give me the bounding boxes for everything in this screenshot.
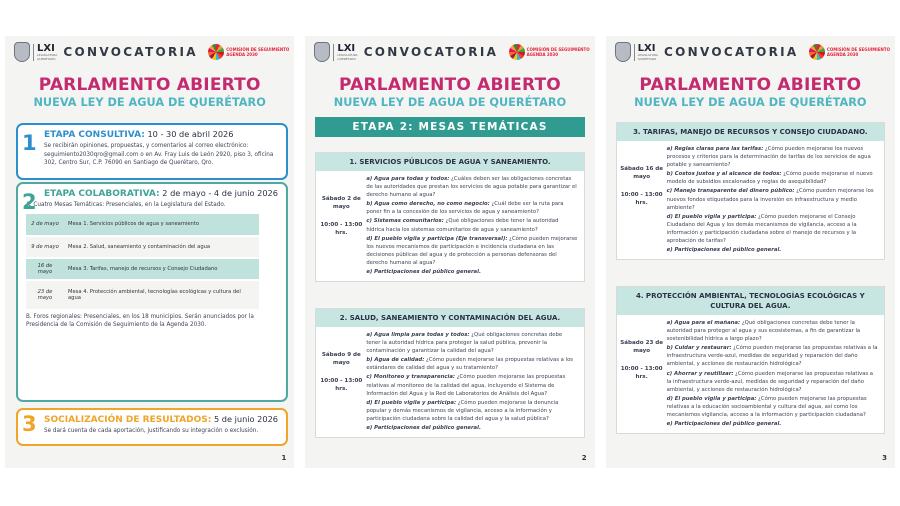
state-crest-icon bbox=[615, 42, 631, 62]
convocatoria-label: CONVOCATORIA bbox=[63, 45, 198, 59]
list-item: e) Participaciones del público general. bbox=[666, 421, 782, 428]
convocatoria-label: CONVOCATORIA bbox=[664, 45, 799, 59]
stage-dates: 2 de mayo - 4 de junio 2026 bbox=[162, 188, 278, 198]
mesa-heading: 3. TARIFAS, MANEJO DE RECURSOS Y CONSEJO CIUDADANO. bbox=[617, 123, 884, 141]
foros-text: B. Foros regionales: Presenciales, en los 18 municipios. Serán anunciados por la Presidencia de la Comisión de Seguimiento de la Agenda 2030. bbox=[26, 313, 254, 328]
mesa-schedule: Sábado 2 de mayo 10:00 - 13:00 hrs. bbox=[320, 196, 363, 236]
page-title: PARLAMENTO ABIERTO bbox=[38, 75, 261, 95]
mesa-questions bbox=[667, 145, 878, 255]
list-item: d) El pueblo vigila y participa: ¿Cómo pueden mejorarse el Consejo Ciudadano del Agua y los demás mecanismos de vigilancia, acceso a la información y participación ciudadana sobre el manejo de recursos y la aprobación de tarifas? bbox=[666, 213, 857, 245]
page-subtitle: NUEVA LEY DE AGUA DE QUERÉTARO bbox=[634, 96, 867, 109]
sdg-wheel-icon bbox=[208, 44, 224, 60]
stage-number: 2 bbox=[22, 190, 37, 214]
list-item: a) Agua limpia para todas y todos: ¿Qué obligaciones concretas debe tener la autoridad hídrica para proteger la salud pública, prevenir la contaminación y garantizar la calidad del agua? bbox=[366, 332, 563, 355]
list-item: e) Participaciones del público general. bbox=[366, 269, 481, 276]
sdg-wheel-icon bbox=[809, 44, 825, 60]
mesa-schedule: Sábado 16 de mayo 10:00 - 13:00 hrs. bbox=[620, 166, 664, 206]
mesa-1-section bbox=[315, 152, 584, 282]
list-item: c) Manejo transparente del dinero público: ¿Cómo pueden mejorarse los nuevos fondos etiquetados para la inversión en infraestructura y medio ambiente? bbox=[666, 188, 874, 211]
stage-socializacion bbox=[16, 408, 288, 446]
stage-colaborativa bbox=[16, 182, 288, 402]
agenda-2030-logo: COMISIÓN DE SEGUIMIENTO AGENDA 2030 bbox=[809, 44, 890, 60]
mesa-questions bbox=[366, 175, 577, 277]
table-row: 9 de mayo Mesa 2. Salud, saneamiento y contaminación del agua bbox=[26, 236, 259, 258]
stage-dates: 5 de junio 2026 bbox=[213, 414, 279, 424]
page-subtitle: NUEVA LEY DE AGUA DE QUERÉTARO bbox=[33, 96, 266, 109]
stage-consultiva bbox=[16, 123, 288, 180]
page-number: 3 bbox=[882, 454, 887, 462]
list-item: b) Agua como derecho, no como negocio: ¿Cuál debe ser la ruta para poner fin a la concesión de los servicios de agua y saneamiento? bbox=[366, 201, 564, 216]
stage-number: 3 bbox=[22, 412, 37, 436]
stage-label: ETAPA CONSULTIVA: bbox=[44, 130, 145, 140]
mesa-heading: 1. SERVICIOS PÚBLICOS DE AGUA Y SANEAMIENTO. bbox=[316, 153, 583, 171]
convocatoria-label: CONVOCATORIA bbox=[363, 45, 499, 59]
list-item: d) El pueblo vigila y participa: ¿Cómo pueden mejorarse la denuncia popular y demás mecanismos de vigilancia, acceso a la información y participación ciudadana sobre la calidad del agua y la salud pública? bbox=[366, 399, 559, 422]
page-header bbox=[5, 36, 294, 68]
list-item: a) Agua para todas y todos: ¿Cuáles deben ser las obligaciones concretas de las autoridades que prestan los servicios de agua potable para garantizar el derecho humano al agua? bbox=[366, 176, 577, 199]
page-3 bbox=[606, 36, 895, 468]
list-item: c) Ahorrar y reutilizar: ¿Cómo pueden mejorarse las propuestas relativas a la infraestructura verde-azul, medidas de seguridad y reparación del daño ambiental, y acciones de restauración hidrológica? bbox=[666, 370, 874, 393]
mesa-4-section bbox=[616, 286, 885, 434]
mesa-questions bbox=[667, 319, 878, 429]
table-row: 16 de mayo Mesa 3. Tarifas, manejo de recursos y Consejo Ciudadano bbox=[26, 258, 259, 280]
agenda-2030-logo: COMISIÓN DE SEGUIMIENTO AGENDA 2030 bbox=[208, 44, 289, 60]
stage-label: ETAPA COLABORATIVA: bbox=[44, 189, 160, 199]
list-item: a) Agua para el mañana: ¿Qué obligaciones concretas debe tener la autoridad para proteger al agua y sus ecosistemas, a fin de garantizar la sostenibilidad hídrica a largo plazo? bbox=[666, 320, 861, 343]
list-item: a) Reglas claras para las tarifas: ¿Cómo pueden mejorarse los nuevos procesos y criterios para la determinación de tarifas de los servicios de agua potable y saneamiento? bbox=[666, 146, 871, 169]
list-item: b) Cuidar y restaurar: ¿Cómo pueden mejorarse las propuestas relativas a la infraestructura verde-azul, medidas de seguridad y reparación del daño ambiental, y acciones de restauración hidrológica? bbox=[666, 345, 878, 368]
mesa-schedule: Sábado 9 de mayo 10:00 - 13:00 hrs. bbox=[320, 352, 363, 392]
page-subtitle: NUEVA LEY DE AGUA DE QUERÉTARO bbox=[333, 96, 567, 109]
legislature-logo: LXI LEGISLATURA QUERÉTARO bbox=[33, 44, 53, 61]
page-number: 2 bbox=[581, 454, 587, 462]
state-crest-icon bbox=[14, 42, 30, 62]
stage-text: Se recibirán opiniones, propuestas, y comentarios al correo electrónico: seguimiento2030qro@gmail.com o en Av. Fray Luis de León 2920, piso 3, oficina 302, Centro Sur, C.P. 76090 en Santiago de Querétaro, Qro. bbox=[44, 143, 274, 166]
page-header bbox=[305, 36, 594, 68]
mesa-heading: 2. SALUD, SANEAMIENTO Y CONTAMINACIÓN DEL AGUA. bbox=[316, 309, 583, 327]
legislature-logo: LXI LEGISLATURA QUERÉTARO bbox=[634, 44, 654, 61]
table-row: 23 de mayo Mesa 4. Protección ambiental, tecnologías ecológicas y cultura del agua bbox=[26, 280, 259, 310]
mesas-intro: A. Cuatro Mesas Temáticas: Presenciales, en la Legislatura del Estado. bbox=[26, 202, 226, 208]
state-crest-icon bbox=[314, 42, 330, 62]
list-item: d) El pueblo vigila y participa: ¿Cómo pueden mejorarse las propuestas relativas a la educación socioambiental y cultura del agua, así como los mecanismos vigilancia, acceso a la información y participación ciudadana? bbox=[666, 395, 867, 419]
stage-label: SOCIALIZACIÓN DE RESULTADOS: bbox=[44, 415, 212, 425]
table-row: 2 de mayo Mesa 1. Servicios públicos de agua y saneamiento bbox=[26, 214, 259, 236]
document-pages bbox=[0, 36, 900, 468]
mesa-2-section bbox=[315, 308, 584, 438]
sdg-wheel-icon bbox=[509, 44, 525, 60]
mesa-questions bbox=[366, 331, 577, 433]
page-header bbox=[606, 36, 895, 68]
list-item: b) Costos justos y al alcance de todos: ¿Cómo puede mejorarse el nuevo modelo de subsidios escalonados y reglas de asequibilidad? bbox=[666, 171, 873, 186]
stage-dates: 10 - 30 de abril 2026 bbox=[147, 129, 234, 139]
list-item: c) Sistemas comunitarios: ¿Qué obligaciones debe tener la autoridad hídrica hacia los sistemas comunitarios de agua y saneamiento? bbox=[366, 218, 559, 233]
stage-band: ETAPA 2: MESAS TEMÁTICAS bbox=[315, 117, 584, 137]
list-item: d) El pueblo vigila y participa (Eje transversal): ¿Cómo pueden mejorarse los nuevos mecanismos de participación e incidencia ciudadana en las decisiones públicas del agua y de protección a personas defensoras del derecho humano al agua? bbox=[366, 235, 578, 266]
mesa-schedule: Sábado 23 de mayo 10:00 - 13:00 hrs. bbox=[620, 340, 664, 380]
page-title: PARLAMENTO ABIERTO bbox=[339, 75, 561, 95]
list-item: e) Participaciones del público general. bbox=[666, 247, 782, 254]
page-number: 1 bbox=[281, 454, 287, 462]
page-title: PARLAMENTO ABIERTO bbox=[639, 75, 862, 95]
page-1 bbox=[5, 36, 294, 468]
mesa-3-section bbox=[616, 122, 885, 260]
legislature-logo: LXI LEGISLATURA QUERÉTARO bbox=[333, 44, 353, 61]
list-item: c) Monitoreo y transparencia: ¿Cómo pueden mejorarse las propuestas relativas al monitoreo de la calidad del agua, incluyendo el Sistema de Información del Agua y la Red de Laboratorios de Análisis del Agua? bbox=[366, 374, 566, 397]
list-item: b) Agua de calidad: ¿Cómo pueden mejorarse las propuestas relativas a los estándares de calidad del agua y su tratamiento? bbox=[366, 357, 574, 372]
mesas-table bbox=[26, 214, 259, 311]
list-item: e) Participaciones del público general. bbox=[366, 425, 481, 432]
agenda-2030-logo: COMISIÓN DE SEGUIMIENTO AGENDA 2030 bbox=[509, 44, 590, 60]
stage-text: Se dará cuenta de cada aportación, justificando su integración o exclusión. bbox=[44, 428, 259, 434]
page-2 bbox=[305, 36, 594, 468]
stage-number: 1 bbox=[22, 131, 37, 155]
mesa-heading: 4. PROTECCIÓN AMBIENTAL, TECNOLOGÍAS ECOLÓGICAS Y CULTURA DEL AGUA. bbox=[617, 287, 884, 315]
